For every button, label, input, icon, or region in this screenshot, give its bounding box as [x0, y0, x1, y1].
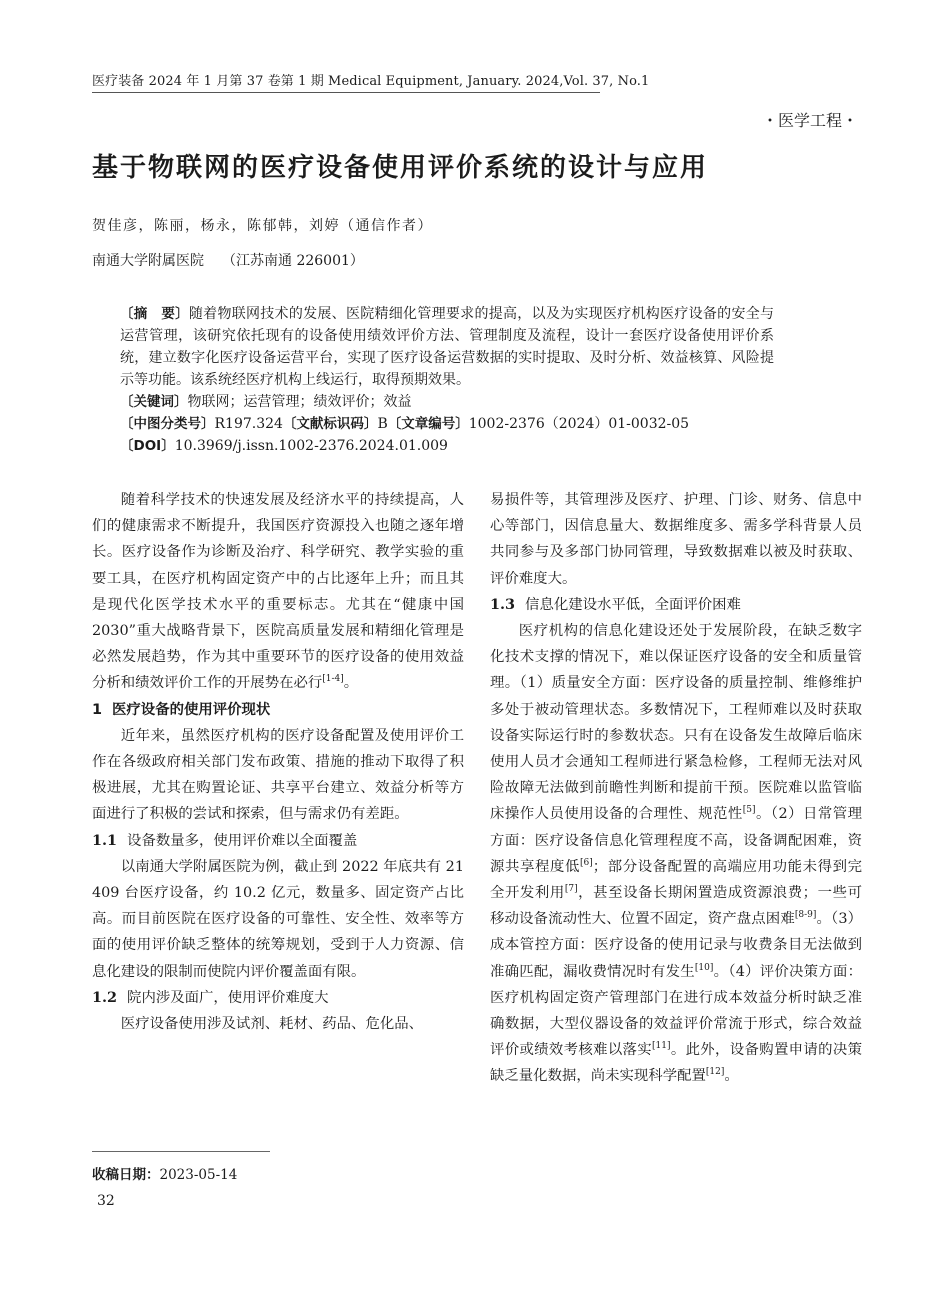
clc-label: 〔中图分类号〕: [120, 416, 215, 432]
citation: [11]: [652, 1041, 671, 1052]
subsection-number: 1.2: [92, 988, 118, 1006]
text-run: ，甚至设备长期闲置造成资源浪费；一些可移动设备流动性大、位置不固定，资产盘点困难: [490, 885, 862, 928]
author-list: 贺佳彦，陈丽，杨永，陈郁韩，刘婷（通信作者）: [92, 218, 433, 234]
affiliation-location: （江苏南通 226001）: [222, 253, 364, 269]
continued-paragraph: 易损件等，其管理涉及医疗、护理、门诊、财务、信息中心等部门，因信息量大、数据维度多、需多学科背景人员共同参与及多部门协同管理，导致数据难以被及时获取、评价难度大。: [490, 492, 862, 587]
received-date: [92, 1163, 237, 1183]
section-label: ・医学工程・: [761, 111, 858, 130]
subsection-title: 设备数量多，使用评价难以全面覆盖: [127, 832, 358, 849]
classification-line: [92, 413, 774, 435]
text-run: 。（2）日常管理方面：医疗设备信息化管理程度不高，设备调配困难，资源共享程度低: [490, 806, 862, 875]
citation: [8-9]: [794, 910, 817, 921]
subsection-1-3-paragraph: [490, 618, 862, 1090]
subsection-1-2-paragraph: 医疗设备使用涉及试剂、耗材、药品、危化品、: [120, 1016, 424, 1033]
section-heading-1: [92, 697, 464, 723]
subsection-number: 1.3: [490, 595, 516, 613]
citation: [5]: [742, 805, 756, 816]
header-rule: [92, 92, 600, 93]
citation: [1-4]: [322, 674, 344, 685]
citation: [7]: [564, 884, 578, 895]
section-number: 1: [92, 701, 103, 718]
clc-value: R197.324: [214, 416, 283, 432]
keywords-text: 物联网；运营管理；绩效评价；效益: [187, 394, 412, 410]
intro-end: 。: [343, 675, 359, 692]
running-header: 医疗装备 2024 年 1 月第 37 卷第 1 期 Medical Equipment, January. 2024,Vol. 37, No.1: [92, 74, 650, 89]
received-label: 收稿日期：: [92, 1167, 160, 1183]
article-title: 基于物联网的医疗设备使用评价系统的设计与应用: [92, 153, 709, 183]
text-run: 。（3）成本管控方面：医疗设备的使用记录与收费条目无法做到准确匹配，漏收费情况时有发生: [490, 911, 862, 980]
keywords: [92, 391, 774, 413]
doi-label: 〔DOI〕: [120, 438, 175, 454]
abstract-label: 〔摘 要〕: [120, 306, 189, 322]
text-run: 。此外，设备购置申请的决策缺乏量化数据，尚未实现科学配置: [490, 1042, 862, 1085]
article-number-value: 1002-2376（2024）01-0032-05: [468, 416, 690, 432]
citation: [6]: [579, 857, 593, 868]
abstract-block: [92, 303, 774, 457]
text-run: ；部分设备配置的高端应用功能未得到完全开发利用: [490, 858, 862, 902]
keywords-label: 〔关键词〕: [120, 394, 188, 410]
text-run: 医疗机构的信息化建设还处于发展阶段，在缺乏数字化技术支撑的情况下，难以保证医疗设备的安全和质量管理。（1）质量安全方面：医疗设备的质量控制、维修维护多处于被动管理状态。多数情况下，工程师难以及时获取设备实际运行时的参数状态。只有在设备发生故障后临床使用人员才会通知工程师进行紧急检修，工程师无法对风险故障无法做到前瞻性判断和提前干预。医院难以监管临床操作人员使用设备的合理性、规范性: [490, 623, 862, 823]
citation: [10]: [694, 962, 714, 973]
affiliation-name: 南通大学附属医院: [92, 253, 204, 269]
affiliation: [92, 250, 364, 270]
doc-code-value: B: [377, 416, 388, 432]
doi-value: 10.3969/j.issn.1002-2376.2024.01.009: [174, 438, 448, 454]
subsection-title: 院内涉及面广，使用评价难度大: [127, 989, 329, 1006]
received-value: 2023-05-14: [159, 1167, 238, 1183]
subsection-heading-1-1: [92, 828, 464, 854]
subsection-heading-1-3: [490, 592, 862, 618]
intro-paragraph: [92, 487, 464, 697]
intro-text: 随着科学技术的快速发展及经济水平的持续提高，人们的健康需求不断提升，我国医疗资源投入也随之逐年增长。医疗设备作为诊断及治疗、科学研究、教学实验的重要工具，在医疗机构固定资产中的占比逐年上升；而且其是现代化医学技术水平的重要标志。尤其在“健康中国 2030”重大战略背景下，医院高质量发展和精细化管理是必然发展趋势，作为其中重要环节的医疗设备的使用效益分析和绩效评价工作的开展势在必行: [92, 492, 464, 692]
section-title: 医疗设备的使用评价现状: [112, 701, 271, 718]
abstract: [92, 303, 774, 391]
abstract-text: 随着物联网技术的发展、医院精细化管理要求的提高，以及为实现医疗机构医疗设备的安全与运营管理，该研究依托现有的设备使用绩效评价方法、管理制度及流程，设计一套医疗设备使用评价系统，建立数字化医疗设备运营平台，实现了医疗设备运营数据的实时提取、及时分析、效益核算、风险提示等功能。该系统经医疗机构上线运行，取得预期效果。: [120, 306, 774, 388]
doi-line: [92, 435, 774, 457]
text-run: 。: [724, 1068, 739, 1085]
subsection-1-1-paragraph: 以南通大学附属医院为例，截止到 2022 年底共有 21 409 台医疗设备，约 10.2 亿元，数量多、固定资产占比高。而目前医院在医疗设备的可靠性、安全性、效率等方面的使用评价缺乏整体的统筹规划，受到于人力资源、信息化建设的限制而使院内评价覆盖面有限。: [92, 858, 464, 980]
subsection-title: 信息化建设水平低，全面评价困难: [525, 596, 741, 613]
footnote-rule: [92, 1151, 270, 1152]
body-column-right: [490, 487, 862, 1090]
text-run: 。（4）评价决策方面：医疗机构固定资产管理部门在进行成本效益分析时缺乏准确数据，大型仪器设备的效益评价常流于形式，综合效益评价或绩效考核难以落实: [490, 963, 862, 1059]
citation: [12]: [705, 1067, 725, 1078]
page-number: 32: [97, 1193, 115, 1209]
subsection-heading-1-2: [92, 985, 464, 1011]
subsection-number: 1.1: [92, 831, 118, 849]
doc-code-label: 〔文献标识码〕: [282, 416, 378, 432]
body-column-left: [92, 487, 464, 1037]
article-number-label: 〔文章编号〕: [387, 416, 469, 432]
section-1-paragraph: 近年来，虽然医疗机构的医疗设备配置及使用评价工作在各级政府相关部门发布政策、措施的推动下取得了积极进展，尤其在购置论证、共享平台建立、效益分析等方面进行了积极的尝试和探索，但与需求仍有差距。: [92, 727, 464, 823]
